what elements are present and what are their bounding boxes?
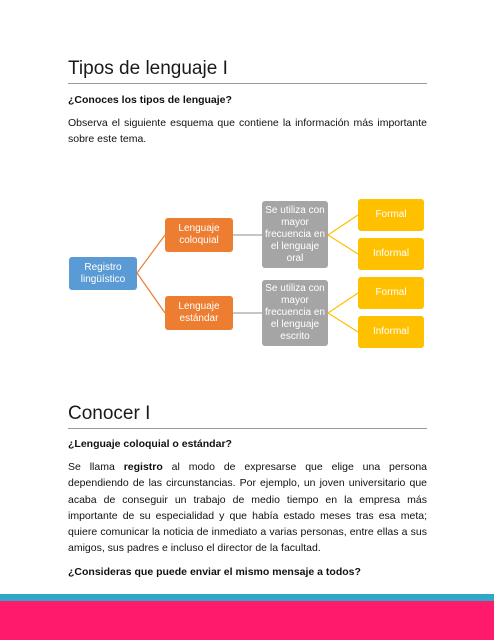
connector-root-standard xyxy=(137,273,165,313)
node-written-informal: Informal xyxy=(358,316,424,348)
connector-written-formal xyxy=(328,293,358,313)
question-coloquial-estandar: ¿Lenguaje coloquial o estándar? xyxy=(68,438,232,450)
question-tipos-lenguaje: ¿Conoces los tipos de lenguaje? xyxy=(68,94,232,106)
footer-band-pink xyxy=(0,601,494,640)
node-registro-linguistico: Registro lingüístico xyxy=(69,257,137,290)
node-lenguaje-coloquial: Lenguaje coloquial xyxy=(165,218,233,252)
node-oral-formal: Formal xyxy=(358,199,424,231)
question-mismo-mensaje: ¿Consideras que puede enviar el mismo mensaje a todos? xyxy=(68,566,361,578)
section-title-conocer: Conocer I xyxy=(68,403,427,429)
para-rest: al modo de expresarse que elige una persona dependiendo de las circunstancias. Por ejemplo, un joven universitario que acaba de conseguir un trabajo de medio tiempo en la empresa más importante de su especialidad y que había estado meses tras esa meta; quiere comunicar la noticia de inmediato a varias personas, entre ellas a sus amigos, sus padres e incluso el director de la facultad. xyxy=(68,461,427,555)
node-desc-oral: Se utiliza con mayor frecuencia en el lenguaje oral xyxy=(262,201,328,268)
registro-paragraph xyxy=(68,459,427,557)
footer-band-blue xyxy=(0,594,494,601)
para-start: Se llama xyxy=(68,461,124,473)
node-oral-informal: Informal xyxy=(358,238,424,270)
node-lenguaje-estandar: Lenguaje estándar xyxy=(165,296,233,330)
node-written-formal: Formal xyxy=(358,277,424,309)
term-registro: registro xyxy=(123,461,163,473)
node-desc-escrito: Se utiliza con mayor frecuencia en el lenguaje escrito xyxy=(262,280,328,346)
connector-oral-informal xyxy=(328,235,358,254)
connector-oral-formal xyxy=(328,215,358,235)
connector-written-informal xyxy=(328,313,358,332)
intro-paragraph: Observa el siguiente esquema que contiene la información más importante sobre este tema. xyxy=(68,117,427,146)
section-title-tipos: Tipos de lenguaje I xyxy=(68,58,427,84)
connector-root-colloquial xyxy=(137,235,165,273)
